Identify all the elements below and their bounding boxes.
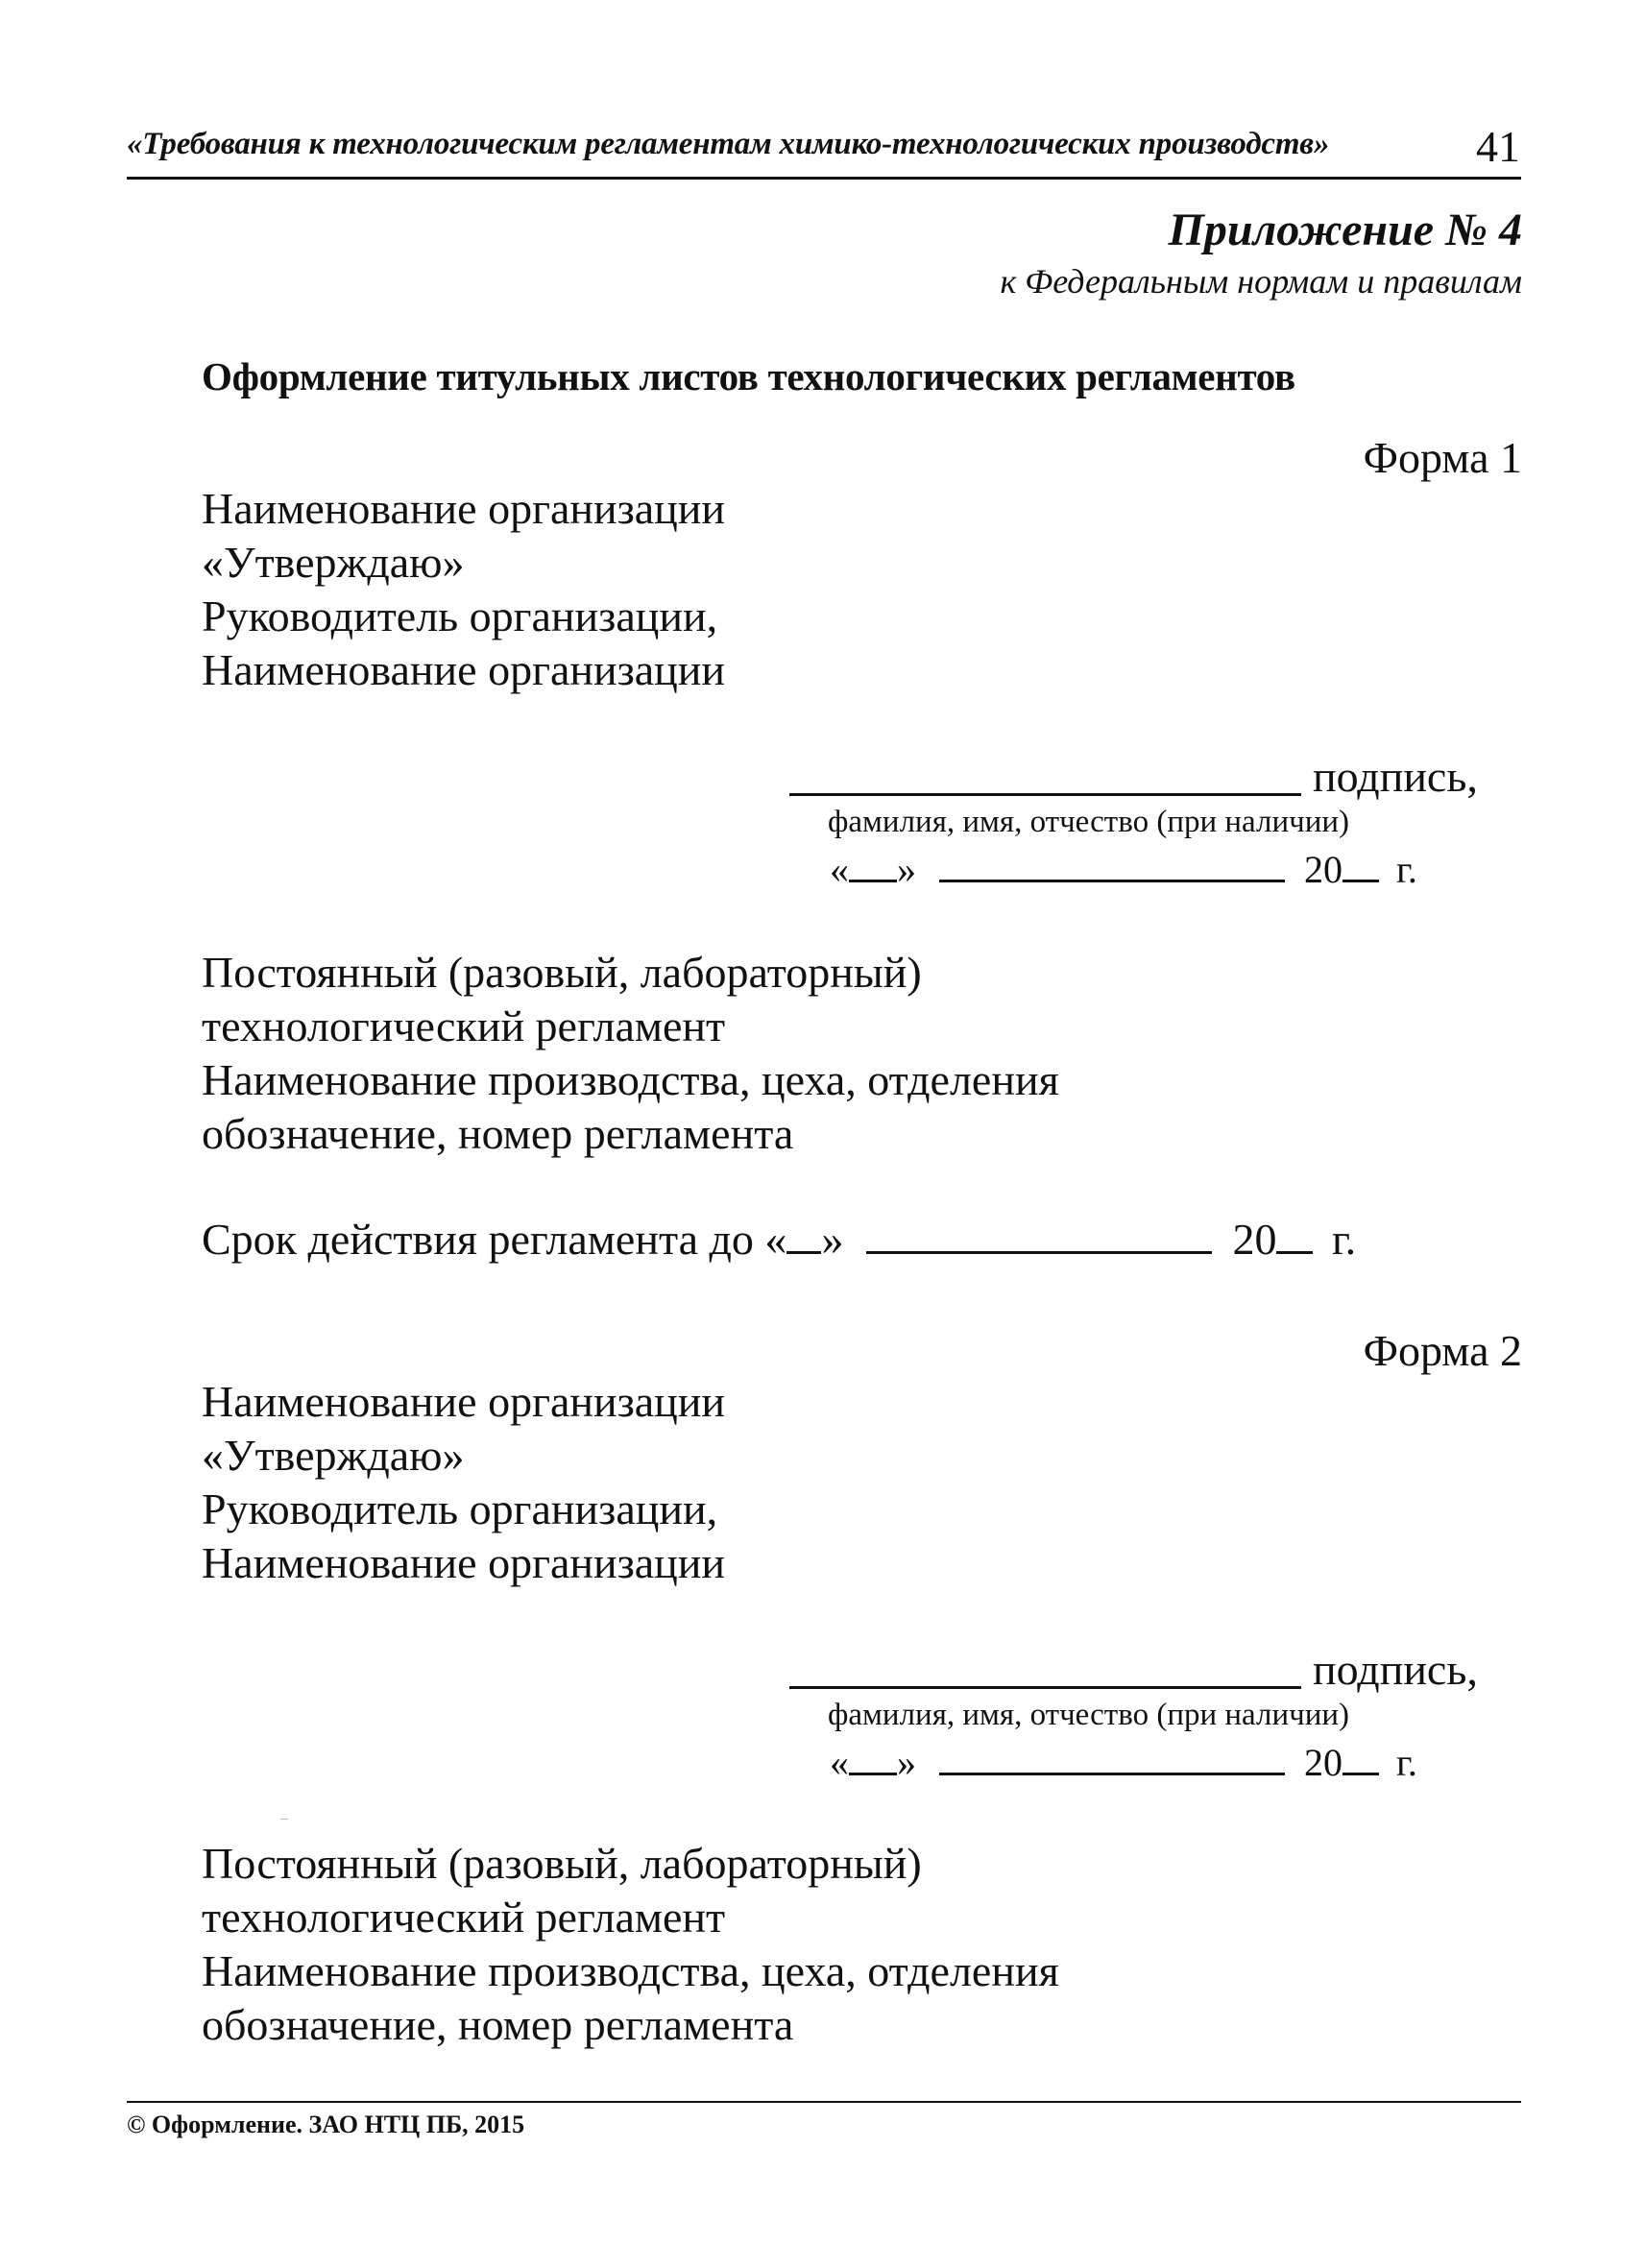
form-1-signature-label: подпись, — [1313, 752, 1478, 801]
form-1-validity-row — [202, 1215, 1357, 1264]
year-prefix: 20 — [1304, 1741, 1343, 1784]
year-suffix: г. — [1396, 1741, 1417, 1784]
form-2-date-row — [830, 1741, 1417, 1784]
date-open-quote: « — [830, 848, 849, 891]
validity-text: Срок действия регламента до « — [202, 1215, 787, 1264]
form-2-approve: «Утверждаю» — [202, 1431, 465, 1480]
form-1-org-name: Наименование организации — [202, 484, 726, 533]
form-2-label: Форма 2 — [1363, 1326, 1522, 1375]
month-blank — [939, 1773, 1285, 1775]
form-1-label: Форма 1 — [1363, 433, 1522, 482]
form-1-org-name-2: Наименование организации — [202, 645, 726, 694]
form-2-reg-kind: технологический регламент — [202, 1893, 726, 1942]
scan-speck — [280, 1819, 288, 1820]
appendix-title: Приложение № 4 — [1168, 205, 1522, 255]
form-2-signature-line — [789, 1686, 1301, 1689]
form-1-signature-line — [789, 793, 1301, 796]
day-blank — [849, 1773, 897, 1775]
section-title: Оформление титульных листов технологических регламентов — [202, 354, 1295, 398]
validity-month-blank — [866, 1251, 1212, 1254]
form-1-date-row — [830, 848, 1417, 891]
year-prefix: 20 — [1304, 848, 1343, 891]
form-1-reg-number: обозначение, номер регламента — [202, 1109, 794, 1158]
form-2-org-name-2: Наименование организации — [202, 1538, 726, 1587]
validity-year-prefix: 20 — [1232, 1215, 1277, 1264]
date-close-quote: » — [897, 848, 916, 891]
validity-day-blank — [786, 1251, 821, 1254]
validity-year-blank — [1276, 1251, 1313, 1254]
form-2-reg-number: обозначение, номер регламента — [202, 2000, 794, 2049]
day-blank — [849, 880, 897, 882]
header-divider — [127, 177, 1521, 180]
year-blank — [1343, 1773, 1379, 1775]
month-blank — [939, 880, 1285, 882]
footer-divider — [127, 2101, 1521, 2103]
form-2-name-caption: фамилия, имя, отчество (при наличии) — [828, 1698, 1350, 1732]
form-1-reg-type: Постоянный (разовый, лабораторный) — [202, 948, 922, 997]
footer-copyright: © Оформление. ЗАО НТЦ ПБ, 2015 — [127, 2111, 525, 2138]
form-1-reg-kind: технологический регламент — [202, 1001, 726, 1050]
form-1-head: Руководитель организации, — [202, 591, 718, 640]
date-close-quote: » — [897, 1741, 916, 1784]
form-2-signature-label: подпись, — [1313, 1645, 1478, 1694]
year-suffix: г. — [1396, 848, 1417, 891]
running-header-title: «Требования к технологическим регламентам химико-технологических производств» — [127, 127, 1330, 161]
form-2-org-name: Наименование организации — [202, 1377, 726, 1426]
form-1-name-caption: фамилия, имя, отчество (при наличии) — [828, 805, 1350, 839]
validity-close-quote: » — [821, 1215, 844, 1264]
form-1-approve: «Утверждаю» — [202, 538, 465, 587]
date-open-quote: « — [830, 1741, 849, 1784]
page-number: 41 — [1476, 122, 1520, 171]
year-blank — [1343, 880, 1379, 882]
form-2-head: Руководитель организации, — [202, 1484, 718, 1533]
form-1-production-name: Наименование производства, цеха, отделения — [202, 1055, 1059, 1104]
appendix-subtitle: к Федеральным нормам и правилам — [1000, 262, 1522, 301]
validity-year-suffix: г. — [1331, 1215, 1357, 1264]
form-2-reg-type: Постоянный (разовый, лабораторный) — [202, 1839, 922, 1888]
form-2-production-name: Наименование производства, цеха, отделения — [202, 1946, 1059, 1995]
